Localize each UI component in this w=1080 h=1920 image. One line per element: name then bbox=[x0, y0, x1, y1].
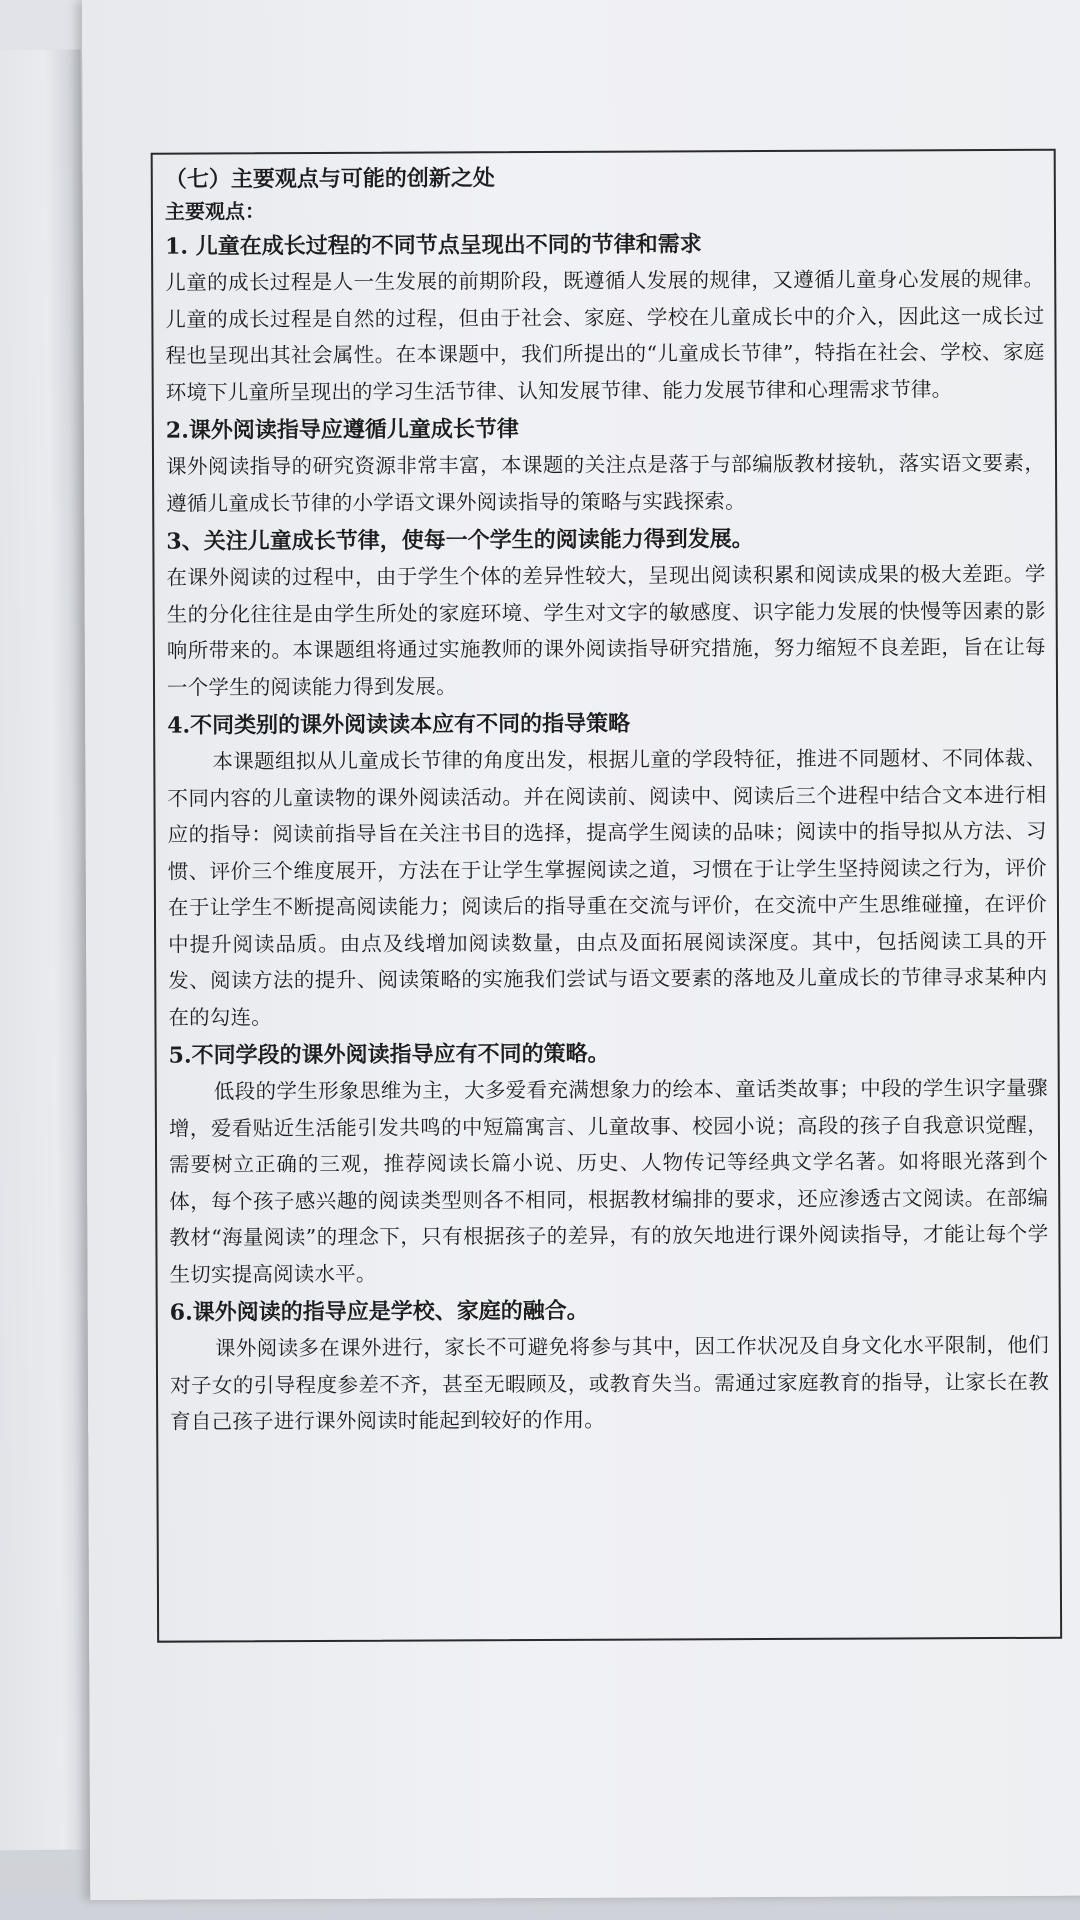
item-3-body: 在课外阅读的过程中，由于学生个体的差异性较大，呈现出阅读积累和阅读成果的极大差距。学生的分化往往是由学生所处的家庭环境、学生对文字的敏感度、识字能力发展的快慢等因素的影响所带来的。本课题组将通过实施教师的课外阅读指导研究措施，努力缩短不良差距，旨在让每一个学生的阅读能力得到发展。 bbox=[166, 561, 1046, 700]
item-6-heading: 6.课外阅读的指导应是学校、家庭的融合。 bbox=[169, 1297, 589, 1326]
item-4-body: 本课题组拟从儿童成长节律的角度出发，根据儿童的学段特征，推进不同题材、不同体裁、不同内容的儿童读物的课外阅读活动。并在阅读前、阅读中、阅读后三个进程中结合文本进行相应的指导：阅读前指导旨在关注书目的选择，提高学生阅读的品味；阅读中的指导拟从方法、习惯、评价三个维度展开，方法在于让学生掌握阅读之道，习惯在于让学生坚持阅读之行为，评价在于让学生不断提高阅读能力；阅读后的指导重在交流与评价，在交流中产生思维碰撞，在评价中提升阅读品质。由点及线增加阅读数量，由点及面拓展阅读深度。其中，包括阅读工具的开发、阅读方法的提升、阅读策略的实施我们尝试与语文要素的落地及儿童成长的节律寻求某种内在的勾连。 bbox=[167, 745, 1048, 1030]
item-2-heading: 2.课外阅读指导应遵循儿童成长节律 bbox=[165, 416, 519, 444]
item-6-body: 课外阅读多在课外进行，家长不可避免将参与其中，因工作状况及自身文化水平限制，他们对子女的引导程度参差不齐，甚至无暇顾及，或教育失当。需通过家庭教育的指导，让家长在教育自己孩子进行课外阅读时能起到较好的作用。 bbox=[169, 1332, 1050, 1434]
item-2-body: 课外阅读指导的研究资源非常丰富，本课题的关注点是落于与部编版教材接轨，落实语文要素，遵循儿童成长节律的小学语文课外阅读指导的策略与实践探索。 bbox=[165, 450, 1046, 516]
item-1-heading: 1. 儿童在成长过程的不同节点呈现出不同的节律和需求 bbox=[165, 231, 702, 260]
item-3-heading: 3、关注儿童成长节律，使每一个学生的阅读能力得到发展。 bbox=[166, 526, 754, 555]
section-title: （七）主要观点与可能的创新之处 bbox=[164, 165, 495, 193]
main-points-label: 主要观点： bbox=[164, 199, 265, 224]
item-5-body: 低段的学生形象思维为主，大多爱看充满想象力的绘本、童话类故事；中段的学生识字量骤增，爱看贴近生活能引发共鸣的中短篇寓言、儿童故事、校园小说；高段的孩子自我意识觉醒，需要树立正确的三观，推荐阅读长篇小说、历史、人物传记等经典文学名著。如将眼光落到个体，每个孩子感兴趣的阅读类型则各不相同，根据教材编排的要求，还应渗透古文阅读。在部编教材“海量阅读”的理念下，只有根据孩子的差异，有的放矢地进行课外阅读指导，才能让每个学生切实提高阅读水平。 bbox=[168, 1075, 1049, 1287]
item-1-body: 儿童的成长过程是人一生发展的前期阶段，既遵循人发展的规律，又遵循儿童身心发展的规律。儿童的成长过程是自然的过程，但由于社会、家庭、学校在儿童成长中的介入，因此这一成长过程也呈现出其社会属性。在本课题中，我们所提出的“儿童成长节律”，特指在社会、学校、家庭环境下儿童所呈现出的学习生活节律、认知发展节律、能力发展节律和心理需求节律。 bbox=[165, 266, 1045, 405]
item-4-heading: 4.不同类别的课外阅读读本应有不同的指导策略 bbox=[167, 710, 631, 739]
bordered-content-box bbox=[151, 149, 1062, 1643]
document-page bbox=[82, 0, 1080, 1900]
item-5-heading: 5.不同学段的课外阅读指导应有不同的策略。 bbox=[168, 1040, 610, 1069]
